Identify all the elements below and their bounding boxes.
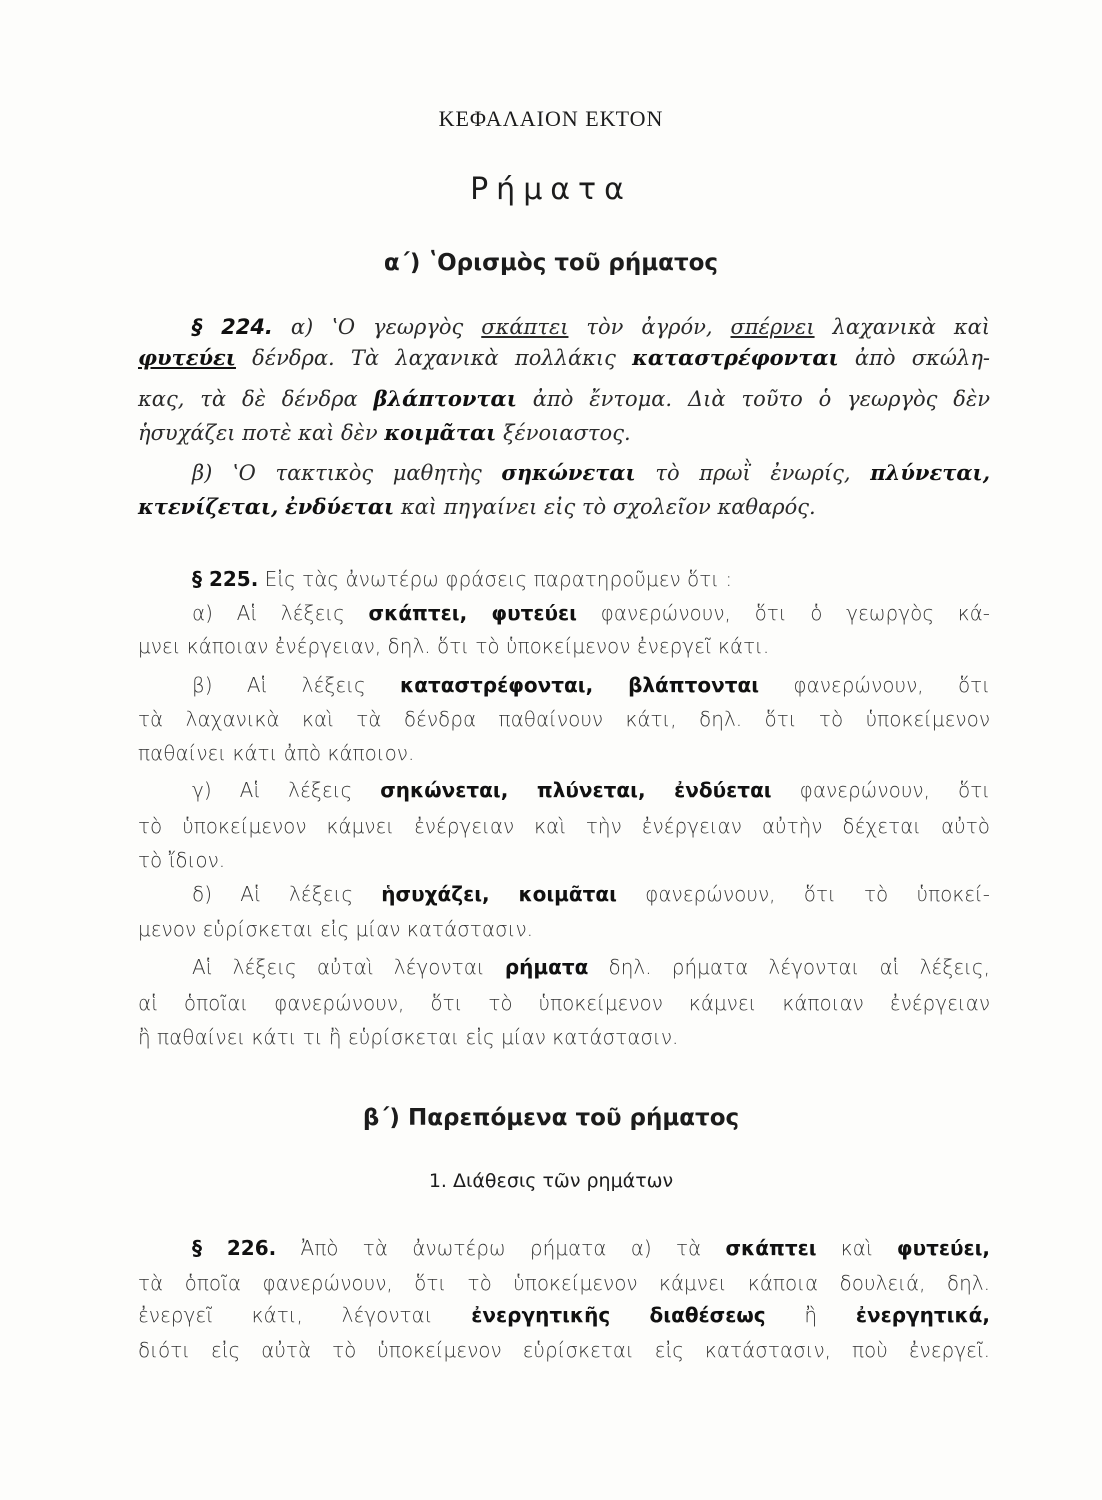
- page-title: Ρήματα: [470, 172, 632, 207]
- p225-b-line-1: β) Αἱ λέξεις καταστρέφονται, βλάπτονται φανερώνουν, ὅτι: [192, 673, 990, 697]
- chapter-heading: ΚΕΦΑΛΑΙΟΝ ΕΚΤΟΝ: [438, 106, 664, 131]
- p225-intro: § 225. Εἰς τὰς ἀνωτέρω φράσεις παρατηροῦμεν ὅτι :: [192, 567, 733, 591]
- section-a-title: α΄) ʽΟρισμὸς τοῦ ρήματος: [383, 250, 719, 276]
- p225-e-line-3: ἢ παθαίνει κάτι τι ἢ εὑρίσκεται εἰς μίαν κατάστασιν.: [138, 1025, 679, 1049]
- section-b-subtitle: 1. Διάθεσις τῶν ρημάτων: [428, 1170, 674, 1192]
- p225-c-line-3: τὸ ἴδιον.: [138, 848, 226, 872]
- p225-c-line-2: τὸ ὑποκείμενον κάμνει ἐνέργειαν καὶ τὴν ἐνέργειαν αὐτὴν δέχεται αὐτὸ: [138, 814, 990, 838]
- p224-line-6: κτενίζεται, ἐνδύεται καὶ πηγαίνει εἰς τὸ σχολεῖον καθαρός.: [138, 494, 816, 519]
- p224-number: § 224.: [192, 315, 273, 339]
- p226-line-3: ἐνεργεῖ κάτι, λέγονται ἐνεργητικῆς διαθέσεως ἢ ἐνεργητικά,: [138, 1303, 991, 1327]
- p225-number: § 225.: [192, 567, 259, 591]
- p224-line-3: κας, τὰ δὲ δένδρα βλάπτονται ἀπὸ ἔντομα. Διὰ τοῦτο ὁ γεωργὸς δὲν: [138, 386, 990, 411]
- p226-line-2: τὰ ὁποῖα φανερώνουν, ὅτι τὸ ὑποκείμενον κάμνει κάποια δουλειά, δηλ.: [138, 1271, 990, 1295]
- p226-number: § 226.: [192, 1236, 277, 1260]
- p224-line-1: § 224. α) ʽΟ γεωργὸς σκάπτει τὸν ἀγρόν, σπέρνει λαχανικὰ καὶ: [192, 315, 991, 339]
- p225-b-line-3: παθαίνει κάτι ἀπὸ κάποιον.: [138, 741, 415, 765]
- p225-d-line-2: μενον εὑρίσκεται εἰς μίαν κατάστασιν.: [138, 917, 533, 941]
- p225-d-line-1: δ) Αἱ λέξεις ἡσυχάζει, κοιμᾶται φανερώνουν, ὅτι τὸ ὑποκεί-: [192, 882, 990, 906]
- p225-c-line-1: γ) Αἱ λέξεις σηκώνεται, πλύνεται, ἐνδύεται φανερώνουν, ὅτι: [192, 778, 990, 802]
- p225-e-line-2: αἱ ὁποῖαι φανερώνουν, ὅτι τὸ ὑποκείμενον κάμνει κάποιαν ἐνέργειαν: [138, 991, 990, 1015]
- p224-line-5: β) ʽΟ τακτικὸς μαθητὴς σηκώνεται τὸ πρωῒ ἐνωρίς, πλύνεται,: [192, 460, 990, 485]
- p226-line-4: διότι εἰς αὐτὰ τὸ ὑποκείμενον εὑρίσκεται εἰς κατάστασιν, ποὺ ἐνεργεῖ.: [138, 1338, 990, 1362]
- p225-a-line-1: α) Αἱ λέξεις σκάπτει, φυτεύει φανερώνουν, ὅτι ὁ γεωργὸς κά-: [192, 601, 990, 625]
- p224-line-2: φυτεύει δένδρα. Τὰ λαχανικὰ πολλάκις καταστρέφονται ἀπὸ σκώλη-: [138, 345, 990, 370]
- section-b-title: β΄) Παρεπόμενα τοῦ ρήματος: [362, 1105, 740, 1131]
- p225-e-line-1: Αἱ λέξεις αὐταὶ λέγονται ρήματα δηλ. ρήματα λέγονται αἱ λέξεις,: [192, 955, 991, 979]
- p225-a-line-2: μνει κάποιαν ἐνέργειαν, δηλ. ὅτι τὸ ὑποκείμενον ἐνεργεῖ κάτι.: [138, 634, 770, 658]
- p225-b-line-2: τὰ λαχανικὰ καὶ τὰ δένδρα παθαίνουν κάτι, δηλ. ὅτι τὸ ὑποκείμενον: [138, 707, 990, 731]
- p226-line-1: § 226. Ἀπὸ τὰ ἀνωτέρω ρήματα α) τὰ σκάπτει καὶ φυτεύει,: [192, 1236, 990, 1260]
- p224-line-4: ἡσυχάζει ποτὲ καὶ δὲν κοιμᾶται ξένοιαστος.: [138, 420, 631, 445]
